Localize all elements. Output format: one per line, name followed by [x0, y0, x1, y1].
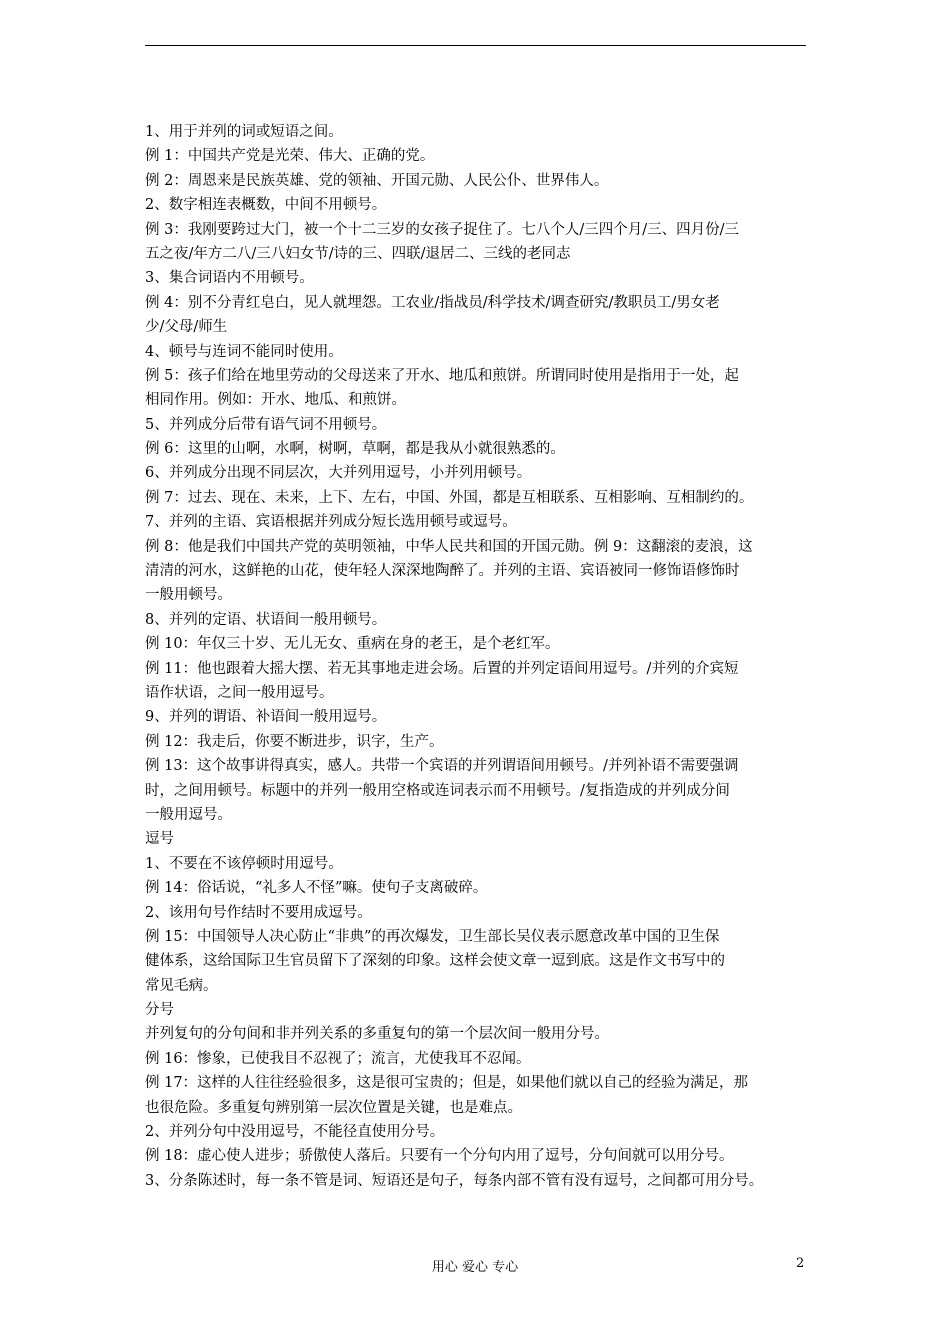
text-line: 相同作用。例如：开水、地瓜、和煎饼。 [145, 392, 406, 409]
text-line: 例 10：年仅三十岁、无儿无女、重病在身的老王，是个老红军。 [145, 636, 560, 653]
text-line: 例 17：这样的人往往经验很多，这是很可宝贵的；但是，如果他们就以自己的经验为满足，那 [145, 1075, 749, 1092]
text-line: 健体系，这给国际卫生官员留下了深刻的印象。这样会使文章一逗到底。这是作文书写中的 [145, 953, 725, 970]
text-line: 3、分条陈述时，每一条不管是词、短语还是句子，每条内部不管有没有逗号，之间都可用分号。 [145, 1172, 764, 1189]
text-line: 例 13：这个故事讲得真实，感人。共带一个宾语的并列谓语间用顿号。/并列补语不需要强调 [145, 758, 739, 775]
text-line: 例 3：我刚要跨过大门，被一个十二三岁的女孩子捉住了。七八个人/三四个月/三、四月份/三 [145, 221, 739, 238]
text-line: 例 11：他也跟着大摇大摆、若无其事地走进会场。后置的并列定语间用逗号。/并列的介宾短 [145, 660, 739, 677]
text-line: 语作状语，之间一般用逗号。 [145, 684, 334, 701]
text-line: 一般用顿号。 [145, 587, 232, 604]
text-line: 2、数字相连表概数，中间不用顿号。 [145, 197, 387, 214]
text-line: 8、并列的定语、状语间一般用顿号。 [145, 611, 387, 628]
text-line: 例 8：他是我们中国共产党的英明领袖，中华人民共和国的开国元勋。例 9：这翻滚的麦浪，这 [145, 538, 753, 555]
text-line: 少/父母/师生 [145, 319, 228, 336]
text-line: 并列复句的分句间和非并列关系的多重复句的第一个层次间一般用分号。 [145, 1026, 609, 1043]
text-line: 例 1：中国共产党是光荣、伟大、正确的党。 [145, 148, 435, 165]
text-line: 五之夜/年方二八/三八妇女节/诗的三、四联/退居二、三线的老同志 [145, 245, 571, 262]
text-line: 1、用于并列的词或短语之间。 [145, 124, 343, 140]
text-line: 常见毛病。 [145, 977, 218, 994]
text-line: 2、该用句号作结时不要用成逗号。 [145, 904, 372, 921]
page-number: 2 [796, 1256, 805, 1271]
text-line: 1、不要在不该停顿时用逗号。 [145, 855, 343, 872]
text-line: 3、集合词语内不用顿号。 [145, 270, 314, 287]
text-line: 逗号 [145, 831, 174, 848]
text-line: 例 2：周恩来是民族英雄、党的领袖、开国元勋、人民公仆、世界伟人。 [145, 172, 609, 189]
text-line: 6、并列成分出现不同层次，大并列用逗号，小并列用顿号。 [145, 465, 532, 482]
text-line: 清清的河水，这鲜艳的山花，使年轻人深深地陶醉了。并列的主语、宾语被同一修饰语修饰时 [145, 563, 740, 580]
text-line: 例 5：孩子们给在地里劳动的父母送来了开水、地瓜和煎饼。所谓同时使用是指用于一处，起 [145, 367, 739, 384]
text-line: 时，之间用顿号。标题中的并列一般用空格或连词表示而不用顿号。/复指造成的并列成分间 [145, 782, 730, 799]
text-line: 例 14：俗话说，“礼多人不怪”嘛。使句子支离破碎。 [145, 880, 488, 897]
text-line: 例 12：我走后，你要不断进步，识字，生产。 [145, 733, 444, 750]
text-line: 9、并列的谓语、补语间一般用逗号。 [145, 709, 387, 726]
text-line: 例 18：虚心使人进步；骄傲使人落后。只要有一个分句内用了逗号，分句间就可以用分号。 [145, 1148, 734, 1165]
text-line: 也很危险。多重复句辨别第一层次位置是关键，也是难点。 [145, 1099, 522, 1116]
footer-motto: 用心 爱心 专心 [431, 1260, 519, 1275]
text-line: 例 6：这里的山啊，水啊，树啊，草啊，都是我从小就很熟悉的。 [145, 441, 565, 458]
text-line: 例 4：别不分青红皂白，见人就埋怨。工农业/指战员/科学技术/调查研究/教职员工/男女老 [145, 294, 720, 311]
text-line: 一般用逗号。 [145, 806, 232, 823]
text-line: 4、顿号与连词不能同时使用。 [145, 343, 343, 360]
document-body [145, 120, 813, 1193]
text-line: 5、并列成分后带有语气词不用顿号。 [145, 416, 387, 433]
text-line: 7、并列的主语、宾语根据并列成分短长选用顿号或逗号。 [145, 514, 517, 531]
text-line: 例 16：惨象，已使我目不忍视了；流言，尤使我耳不忍闻。 [145, 1050, 531, 1067]
text-line: 例 15：中国领导人决心防止“非典”的再次爆发，卫生部长吴仪表示愿意改革中国的卫生保 [145, 928, 720, 945]
header-rule [145, 45, 806, 46]
text-line: 例 7：过去、现在、未来，上下、左右，中国、外国，都是互相联系、互相影响、互相制约的。 [145, 489, 754, 506]
text-line: 2、并列分句中没用逗号，不能径直使用分号。 [145, 1124, 445, 1141]
text-line: 分号 [145, 1002, 174, 1019]
